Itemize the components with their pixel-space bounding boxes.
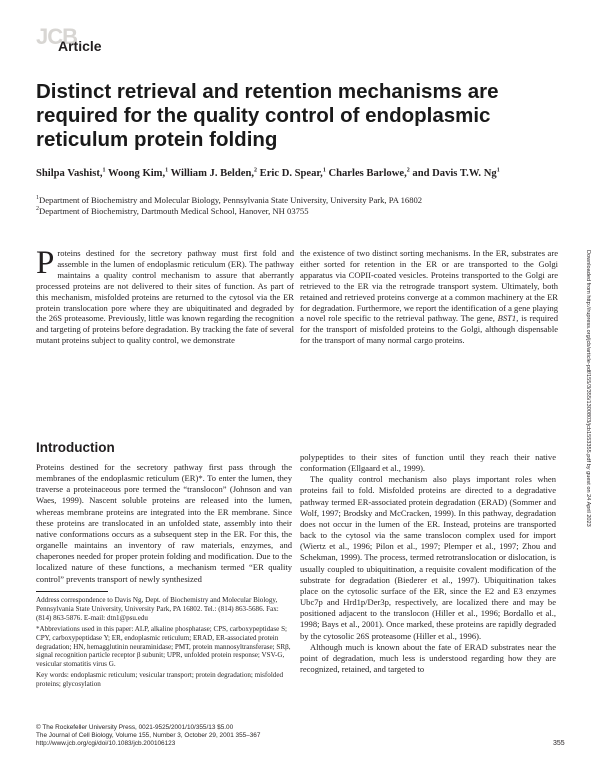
author: Eric D. Spear,: [259, 168, 323, 179]
author-affil-mark: 1: [496, 167, 500, 174]
affiliation-mark: 1: [36, 195, 39, 202]
journal-logo: JCB: [36, 24, 78, 49]
intro-paragraph: The quality control mechanism also plays important roles when proteins fail to fold. Misfolded proteins are directed to a degradative pathway termed ER-associated protein degradation (ERAD) (Sommer and Wolf, 1997; Brodsky and McCracken, 1999). In this pathway, degradation does not occur in the lumen of the ER. Instead, proteins are transported back to the cytosol via the same translocon complex used for import (Wiertz et al., 1996; Pilon et al., 1997; Plemper et al., 1997; Zhou and Schekman, 1999). The process, termed retrotranslocation or dislocation, is usually coupled to ubiquitination, a requisite covalent modification of the substrate for degradation (Biederer et al., 1997). Ubiquitination takes place on the cytosolic surface of the ER, since the E2 and E3 enzymes Ubc7p and Hrd1p/Der3p, respectively, are localized there and may be positioned adjacent to the translocon (Hiller et al., 1996; Bordallo et al., 1998; Bays et al., 2001). Once marked, these proteins are rapidly degraded by the cytosolic 26S proteasome (Hiller et al., 1996).: [300, 474, 556, 641]
footnote-divider: [36, 591, 108, 592]
abstract-right-column: [300, 248, 558, 346]
author: Charles Barlowe,: [328, 168, 407, 179]
author-affil-mark: 1: [322, 167, 326, 174]
abstract-text-right-end: , is required for the transport of misfolded proteins to the Golgi, although dispensable for the transport of many normal cargo proteins.: [300, 313, 558, 346]
intro-paragraph: polypeptides to their sites of function until they reach their native conformation (Ellgaard et al., 1999).: [300, 452, 556, 474]
affiliation-mark: 2: [36, 206, 39, 213]
citation-line: The Journal of Cell Biology, Volume 155, Number 3, October 29, 2001 355–367: [36, 732, 261, 739]
body-left-column: [36, 462, 292, 585]
author-affil-mark: 2: [253, 167, 257, 174]
author-affil-mark: 1: [102, 167, 106, 174]
copyright-line: © The Rockefeller University Press, 0021-9525/2001/10/355/13 $5.00: [36, 724, 234, 731]
intro-paragraph: Although much is known about the fate of ERAD substrates near the point of degradation, much less is understood regarding how they are recognized, retained, and targeted to: [300, 641, 556, 674]
download-notice: Downloaded from http://rupress.org/jcb/article-pdf/155/3/355/1300803/jcb1553355.pdf by guest on 24 April 2023: [585, 250, 591, 527]
author: William J. Belden,: [170, 168, 254, 179]
author-affil-mark: 2: [406, 167, 410, 174]
author-affil-mark: 1: [165, 167, 169, 174]
affiliation-text: Department of Biochemistry and Molecular Biology, Pennsylvania State University, University Park, PA 16802: [39, 195, 423, 205]
author: Woong Kim,: [108, 168, 166, 179]
copyright-block: [36, 724, 260, 748]
keywords-note: Key words: endoplasmic reticulum; vesicular transport; protein degradation; misfolded proteins; glycosylation: [36, 671, 284, 689]
section-label: Article: [58, 38, 102, 54]
author: and Davis T.W. Ng: [412, 168, 497, 179]
abstract-text-right: the existence of two distinct sorting mechanisms. In the ER, substrates are either sorted for retention in the ER or are transported to the Golgi apparatus via COPII-coated vesicles. Proteins transported to the Golgi are retrieved to the ER via the retrograde transport system. Ultimately, both retained and retrieved proteins converge at a common machinery at the ER for degradation. Furthermore, we report the identification of a gene playing a novel role specific to the retrieval pathway. The gene,: [300, 248, 558, 324]
abstract-text-left: roteins destined for the secretory pathway must first fold and assemble in the lumen of endoplasmic reticulum (ER). The pathway maintains a quality control mechanism to assure that aberrantly processed proteins are not delivered to their sites of function. As part of this mechanism, misfolded proteins are returned to the cytosol via the ER protein translocation pore where they are ubiquitinated and degraded by the 26S proteasome. Previously, little was known regarding the recognition and targeting of proteins before degradation. By tracking the fate of several mutant proteins subject to quality control, we demonstrate: [36, 248, 294, 346]
correspondence-note: Address correspondence to Davis Ng, Dept. of Biochemistry and Molecular Biology, Pennsylvania State University, University Park, PA 16802. Tel.: (814) 863-5686. Fax: (814) 863-5876. E-mail: dtn1@psu.edu: [36, 596, 279, 622]
affiliation-2: [36, 206, 309, 217]
author-list: [36, 168, 566, 179]
doi-link[interactable]: http://www.jcb.org/cgi/doi/10.1083/jcb.200106123: [36, 740, 176, 747]
affiliation-text: Department of Biochemistry, Dartmouth Medical School, Hanover, NH 03755: [39, 206, 309, 216]
abbreviations-note: *Abbreviations used in this paper: ALP, alkaline phosphatase; CPS, carboxypeptidase S; CPY, carboxypeptidase Y; ER, endoplasmic reticulum; ERAD, ER-associated protein degradation; HN, hemagglutinin neuraminidase; PMT, protein mannosyltransferase; SRβ, signal recognition particle receptor β subunit; UPR, unfolded protein response; VSV-G, vesicular stomatitis virus G.: [36, 624, 291, 669]
footnotes: [36, 596, 292, 691]
introduction-heading: Introduction: [36, 440, 115, 455]
author: Shilpa Vashist,: [36, 168, 103, 179]
page-number: 355: [553, 740, 565, 747]
abstract-dropcap: P: [36, 245, 55, 281]
abstract-left-column: [36, 245, 294, 346]
article-title: Distinct retrieval and retention mechanisms are required for the quality control of endoplasmic reticulum protein folding: [36, 80, 499, 151]
intro-paragraph: Proteins destined for the secretory pathway first pass through the membranes of the endoplasmic reticulum (ER)*. To enter the lumen, they traverse a proteinaceous pore termed the “translocon” (Johnson and van Waes, 1999). Nascent soluble proteins are released into the lumen, whereas membrane proteins are integrated into the ER membrane. Since these proteins are translocated in an unfolded state, assembly into their native conformations occurs as a subsequent step in the ER. For this, the organelle maintains an inventory of raw materials, enzymes, and chaperones needed for proper protein folding and modification. Due to the localized nature of these functions, a mechanism termed “ER quality control” prevents transport of newly synthesized: [36, 462, 292, 584]
download-sidebar: [583, 250, 593, 580]
gene-name: BST1: [497, 313, 517, 324]
affiliation-1: [36, 195, 422, 206]
body-right-column: [300, 452, 556, 675]
